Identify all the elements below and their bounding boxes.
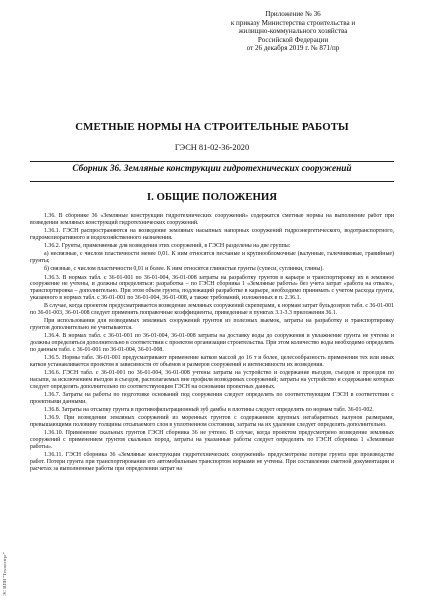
annex-line-3: жилищно-коммунального хозяйства <box>238 27 348 36</box>
paragraph: а) несвязные, с числом пластичности менее 0,01. К ним относятся песчаные и крупнообломочные (валунные, галечниковые, гравийные) грунты; <box>30 251 394 265</box>
side-watermark-text: ЭС ИПИ "Техэксперт" <box>2 552 7 596</box>
paragraph: В случае, когда проектом предусматривается возведение земляных сооружений скреперами, к нормам затрат бульдозеров табл. с 36-01-001 по 36-01-003, 36-01-008 следует применять поправочные коэффициенты, приведенные в пунктах 3.1-3.3 приложения 36.1. <box>30 303 394 317</box>
annex-block <box>208 10 378 53</box>
norm-code: ГЭСН 81-02-36-2020 <box>174 143 250 152</box>
paragraph: 1.36.6. ГЭСН табл. с 36-01-001 по 36-01-004, 36-01-008 учтены затраты на устройство и содержание въездов, съездов и проездов по насыпи, за исключением въездов и съездов, располагаемых вне профиля возводимых сооружений; затраты на устройство и содержание которых следует определять дополнительно по соответствующим ГЭСН на основании проектных данных. <box>30 370 394 390</box>
paragraph: 1.36.8. Затраты на отсыпку грунта в противофильтрационный зуб дамбы и плотины следует определять по нормам табл. 36-01-002. <box>44 407 374 414</box>
annex-line-4: Российской Федерации <box>257 35 329 44</box>
annex-line-5: от 26 декабря 2019 г. № 871/пр <box>246 44 340 53</box>
collection-title: Сборник 36. Земляные конструкции гидротехнических сооружений <box>72 164 352 174</box>
paragraph: При использовании для возводимых земляных сооружений грунтов из полезных выемок, затраты на разработку и транспортировку грунтов дополнительно не учитываются. <box>30 318 394 332</box>
paragraph: б) связные, с числом пластичности 0,01 и более. К ним относятся глинистые грунты (супеси, суглинки, глины). <box>44 266 324 273</box>
paragraph: 1.36.11. ГЭСН сборника 36 «Земляные конструкции гидротехнических сооружений» предусмотрены потери грунта при производстве работ. Потери грунта при транспортировании его автомобильным транспортом нормами не учтены. При составлении сметной документации и расчетах за выполненные работы при определении затрат на <box>30 452 394 472</box>
paragraph: 1.36.1. ГЭСН распространяются на возведение земляных насыпных напорных сооружений гидроэнергетического, водотранспортного, гидромелиоративного и водохозяйственного назначения. <box>30 228 394 241</box>
document-title: СМЕТНЫЕ НОРМЫ НА СТРОИТЕЛЬНЫЕ РАБОТЫ <box>75 121 349 133</box>
body-text <box>30 213 394 597</box>
divider-top <box>30 161 394 162</box>
paragraph: 1.36.5. Нормы табл. 36-01-001 предусматривают применение катков массой до 16 т и более, целесообразность применения тех или иных катков устанавливается проектом в зависимости от объемов и размеров сооружений и интенсивности их возведения. <box>30 355 394 368</box>
annex-line-1: Приложение № 36 <box>265 10 321 18</box>
divider-bottom <box>30 181 394 182</box>
paragraph: 1.36.10. Применение скальных грунтов ГЭСН сборника 36 не учтено. В случае, когда проектом предусмотрено возведение земляных сооружений с применением грунтов скальных пород, затраты на указанные работы следует определять по ГЭСН сборника 1 «Земляные работы». <box>30 430 394 450</box>
section-heading: I. ОБЩИЕ ПОЛОЖЕНИЯ <box>146 191 278 203</box>
paragraph: 1.36.7. Затраты на работы по подготовке оснований под сооружения следует определять по соответствующим ГЭСН в соответствии с проектными данными. <box>30 392 394 405</box>
paragraph: 1.36. В сборнике 36 «Земляные конструкции гидротехнических сооружений» содержатся сметные нормы на выполнение работ при возведении земляных конструкций гидротехнических сооружений. <box>30 213 394 226</box>
paragraph: 1.36.3. В нормах табл. с 36-01-001 по 36-01-004, 36-01-008 затраты на разработку грунтов в карьере и транспортировку их в земляное сооружение не учтены, и должны определяться: разработка – по ГЭСН сборника 1 «Земляные работы» без учета затрат «работа на отвале», транспортировка – дополнительно. При этом объем грунта, подлежащий разработке в карьере, необходимо принимать с учетом расхода грунта, указанного в нормах табл. с 36-01-001 по 36-01-004, 36-01-008, а также требований, изложенных в п. 2.36.1. <box>30 274 394 301</box>
paragraph: 1.36.4. В нормах табл. с 36-01-001 по 36-01-004, 36-01-008 затраты на доставку воды до сооружения и увлажнение грунта не учтены и должны определяться дополнительно в соответствии с проектом организации строительства. При этом количество воды необходимо определять по данным табл. с 36-01-001 по 36-01-004, 36-01-008. <box>30 333 394 353</box>
paragraph: 1.36.9. При возведении земляных сооружений из моренных грунтов с содержанием крупных негабаритных валунов размерами, превышающими половину толщины отсыпаемого слоя в уплотненном состоянии, затраты на их удаление следует определять дополнительно. <box>30 415 394 429</box>
paragraph: 1.36.2. Грунты, применяемые для возведения этих сооружений, в ГЭСН разделены на две группы: <box>44 243 291 250</box>
annex-line-2: к приказу Министерства строительства и <box>230 18 356 27</box>
